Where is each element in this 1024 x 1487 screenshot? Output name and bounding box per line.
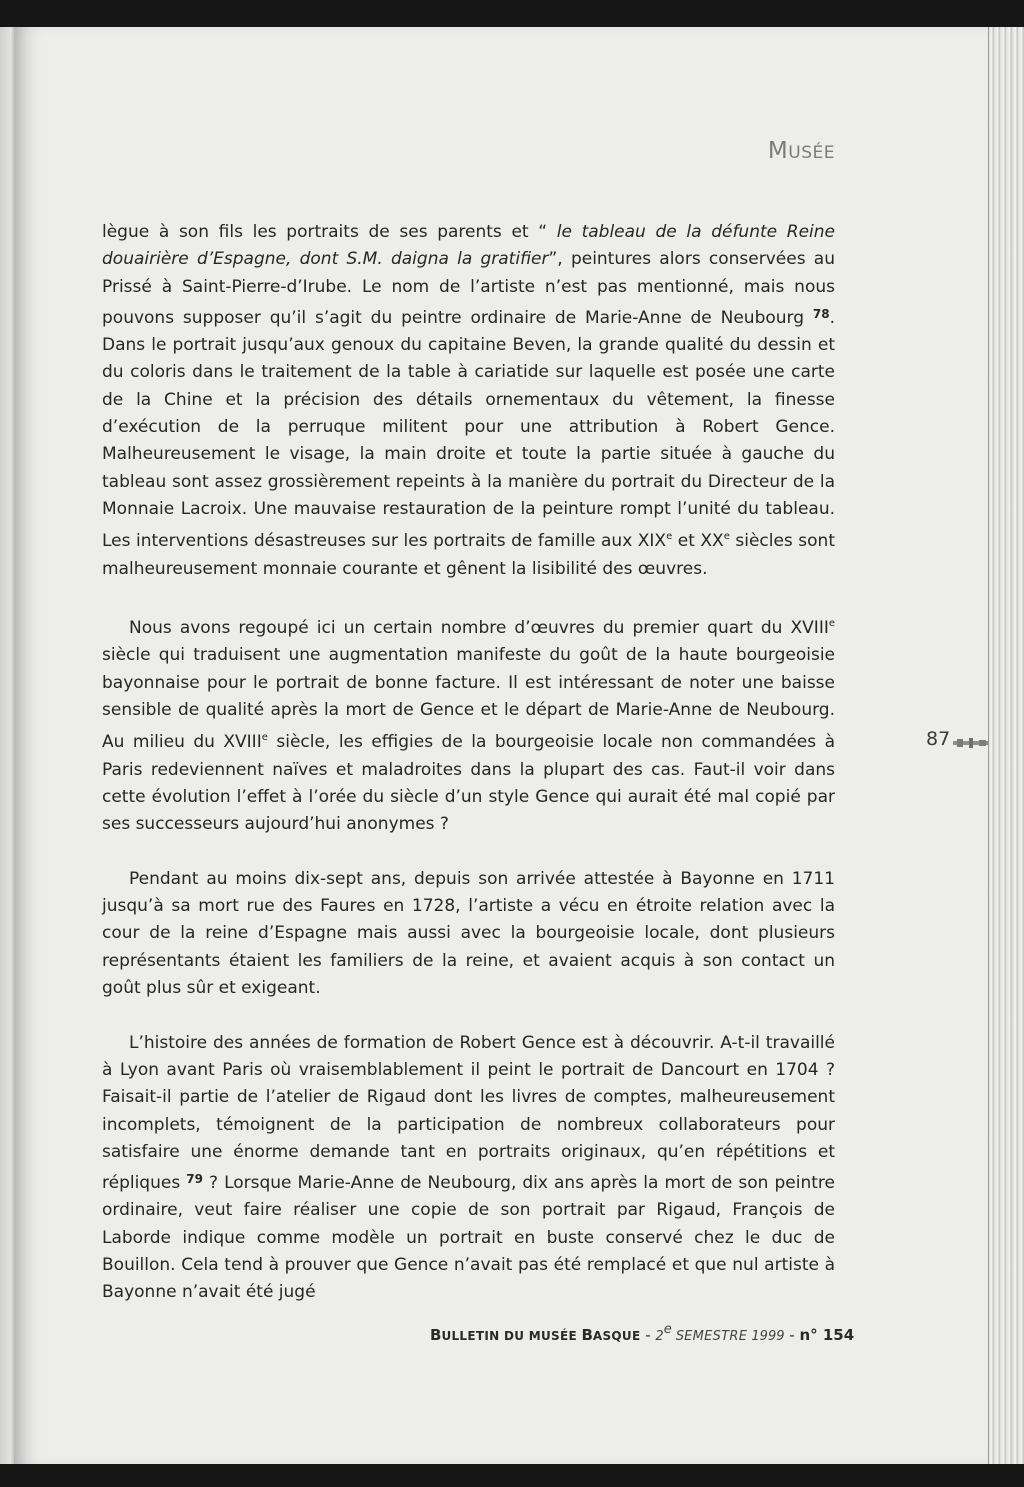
footer-basque-initial: B xyxy=(581,1326,593,1344)
body-paragraph xyxy=(102,866,835,1002)
text-run: siècle qui traduisent une augmentation manifeste du goût de la haute bourgeoisie bayonnaise pour le portrait de bonne facture. Il est intéressant de noter une baisse sensible de qualité après la mort de Gence et le départ de Marie-Anne de Neubourg. Au milieu du XVIII xyxy=(102,645,835,753)
footnote-reference: 79 xyxy=(186,1172,203,1187)
text-run: . Dans le portrait jusqu’aux genoux du capitaine Beven, la grande qualité du dessin et du coloris dans le traitement de la table à cariatide sur laquelle est posée une carte de la Chine et la précision des détails ornementaux du vêtement, la finesse d’exécution de la perruque militent pour une attribution à Robert Gence. Malheureusement le visage, la main droite et toute la partie située à gauche du tableau sont assez grossièrement repeints à la manière du portrait du Directeur de la Monnaie Lacroix. Une mauvaise restauration de la peinture rompt l’unité du tableau. Les interventions désastreuses sur les portraits de famille aux XIX xyxy=(102,307,835,552)
footer-basque-rest: ASQUE xyxy=(592,1329,641,1343)
text-run: siècle, les effigies de la bourgeoisie locale non commandées à Paris redeviennent naïves et maladroites dans la plupart des cas. Faut-il voir dans cette évolution l’effet à l’orée du siècle d’un style Gence qui aurait été mal copié par ses successeurs aujourd’hui anonymes ? xyxy=(102,732,836,835)
quoted-text: le tableau de la défunte Reine douairière d’Espagne, dont S.M. daigna la gratifier xyxy=(102,222,835,270)
text-run: ? Lorsque Marie-Anne de Neubourg, dix ans après la mort de son peintre ordinaire, veut faire réaliser une copie de son portrait par Rigaud, François de Laborde indique comme modèle un portrait en buste conservé chez le duc de Bouillon. Cela tend à prouver que Gence n’avait pas été remplacé et que nul artiste à Bayonne n’avait été jugé xyxy=(102,1173,835,1303)
footer-citation xyxy=(430,1322,855,1344)
text-run: Nous avons regoupé ici un certain nombre d’œuvres du premier quart du XVIII xyxy=(129,618,829,639)
running-head-initial: M xyxy=(767,138,789,164)
footer-bulletin-rest: ULLETIN DU MUSÉE xyxy=(441,1329,582,1343)
footer-semester-number: 2 xyxy=(655,1329,664,1344)
footer-bulletin-initial: B xyxy=(430,1326,442,1344)
running-head xyxy=(700,138,835,164)
ordinal-superscript: e xyxy=(723,531,730,543)
page-number: 87 xyxy=(926,728,951,750)
ordinal-superscript: e xyxy=(828,618,835,630)
text-run: L’histoire des années de formation de Robert Gence est à découvrir. A-t-il travaillé à Lyon avant Paris où vraisemblablement il peint le portrait de Dancourt en 1704 ? Faisait-il partie de l’atelier de Rigaud dont les livres de comptes, malheureusement incomplets, témoignent de la participation de nombreux collaborateurs pour satisfaire une énorme demande tant en portraits originaux, qu’en répétitions et répliques xyxy=(102,1032,835,1194)
page-stack-edge xyxy=(988,27,1024,1464)
footer-semester-rest: EMESTRE xyxy=(684,1329,748,1344)
text-run: et XX xyxy=(672,531,724,552)
ordinal-superscript: e xyxy=(261,732,268,744)
ordinal-superscript: e xyxy=(666,531,673,543)
body-paragraph xyxy=(102,1030,835,1307)
text-run: siècles sont malheureusement monnaie courante et gênent la lisibilité des œuvres. xyxy=(102,531,835,579)
running-head-rest: USÉE xyxy=(788,143,835,163)
footer-year: 1999 xyxy=(747,1329,785,1344)
footer-separator: - xyxy=(640,1326,656,1344)
body-paragraph xyxy=(102,219,835,583)
page-marker-bar xyxy=(953,737,989,749)
footnote-reference: 78 xyxy=(812,306,830,321)
text-run: lègue à son fils les portraits de ses parents et “ xyxy=(102,222,557,242)
text-run: Pendant au moins dix-sept ans, depuis son arrivée attestée à Bayonne en 1711 jusqu’à sa mort rue des Faures en 1728, l’artiste a vécu en étroite relation avec la cour de la reine d’Espagne mais aussi avec la bourgeoisie locale, dont plusieurs représentants étaient les familiers de la reine, et avaient acquis à son contact un goût plus sûr et exigeant. xyxy=(102,868,835,999)
text-run: ”, peintures alors conservées au Prissé à Saint-Pierre-d’Irube. Le nom de l’artiste n’est pas mentionné, mais nous pouvons supposer qu’il s’agit du peintre ordinaire de Marie-Anne de Neubourg xyxy=(102,249,835,328)
footer-semester-initial: S xyxy=(671,1329,685,1344)
body-text xyxy=(102,219,835,1307)
body-paragraph xyxy=(102,610,835,838)
footer-issue-number: n° 154 xyxy=(799,1326,855,1344)
footer-semester-suffix: e xyxy=(663,1322,672,1337)
footer-separator: - xyxy=(784,1326,800,1344)
